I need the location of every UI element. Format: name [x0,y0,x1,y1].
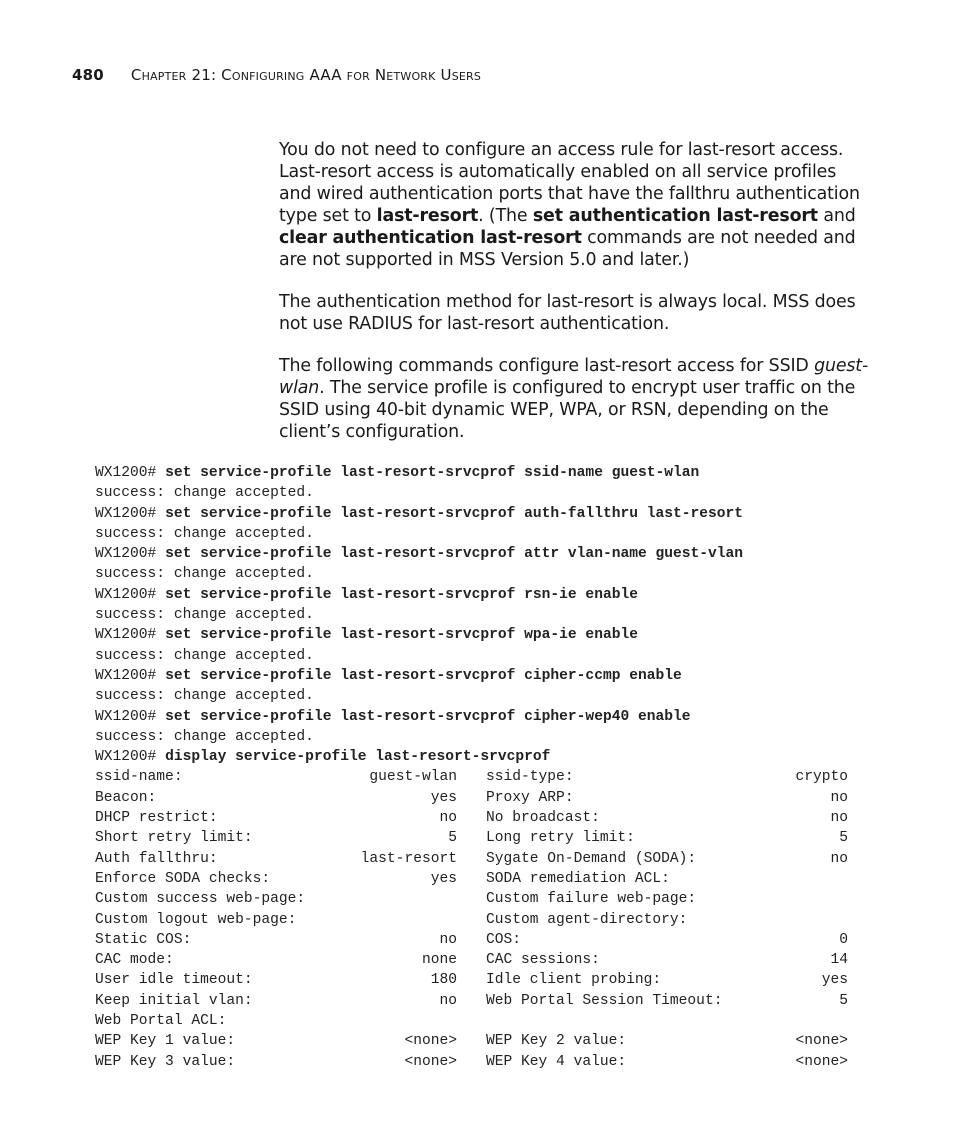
text-run: commands are not needed and are not supported in MSS Version 5.0 and later.) [279,228,856,270]
output-table-row [95,950,848,970]
command-line [95,585,743,605]
command-output: success: change accepted. [95,485,314,502]
command-line [95,666,743,686]
text-run: and [817,206,856,226]
field-value: no [439,931,457,948]
field-value: <none> [404,1033,457,1050]
field-label: WEP Key 3 value: [95,1053,236,1070]
cli-command: set service-profile last-resort-srvcprof ssid-name guest-wlan [165,465,700,481]
output-table-row [95,889,743,909]
command-line [95,625,743,645]
field-label: ssid-type: [486,769,574,786]
command-line [95,504,743,524]
field-value: <none> [404,1053,457,1070]
output-table-row [95,869,743,889]
paragraph-commands-intro [279,355,869,443]
text-run: . (The [478,206,533,226]
field-value: 5 [839,992,848,1009]
cli-prompt: WX1200# [95,505,166,522]
code-block [95,463,848,1072]
output-table-row [95,828,848,848]
field-value: 0 [839,931,848,948]
field-value: no [830,810,848,827]
cli-prompt: WX1200# [95,667,166,684]
command-line [95,463,743,483]
cli-command: display service-profile last-resort-srvcprof [165,749,551,766]
cli-prompt: WX1200# [95,546,166,563]
field-label: Idle client probing: [486,972,662,989]
output-table-row [95,970,848,990]
cli-command: set service-profile last-resort-srvcprof wpa-ie enable [165,627,638,644]
output-table-row [95,788,848,808]
field-label: Auth fallthru: [95,850,218,867]
field-value: crypto [795,769,848,786]
field-label: WEP Key 1 value: [95,1033,236,1050]
field-value: none [421,952,457,969]
field-value: 5 [448,830,457,847]
field-value: <none> [795,1053,848,1070]
paragraph-authentication-method: The authentication method for last-resort is always local. MSS does not use RADIUS for last-resort authentication. [279,292,856,334]
cli-prompt: WX1200# [95,627,166,644]
text-run: You do not need to configure an access rule for last-resort access. Last-resort access is automatically enabled on all service profiles and wired authentication ports that have the fallthru authentication type set to [279,140,860,226]
field-label: CAC mode: [95,952,174,969]
field-value: guest-wlan [369,769,457,786]
field-value: yes [430,870,457,887]
field-label: DHCP restrict: [95,810,218,827]
field-label: Custom failure web-page: [486,891,697,908]
bold-command: clear authentication last-resort [279,228,582,248]
output-table-row [95,930,848,950]
command-output: success: change accepted. [95,688,314,705]
cli-prompt: WX1200# [95,749,166,766]
field-label: ssid-name: [95,769,183,786]
command-output: success: change accepted. [95,607,314,624]
body-text [279,139,869,463]
field-label: Proxy ARP: [486,789,574,806]
cli-prompt: WX1200# [95,465,166,481]
paragraph-last-resort-access [279,139,869,271]
command-output: success: change accepted. [95,728,314,745]
text-run: The following commands configure last-resort access for SSID [279,356,815,376]
field-label: Keep initial vlan: [95,992,253,1009]
bold-command: set authentication last-resort [532,206,818,226]
field-label: COS: [486,931,522,948]
field-label: Sygate On-Demand (SODA): [486,850,697,867]
command-output: success: change accepted. [95,525,314,542]
field-value: no [830,789,848,806]
field-value: 5 [839,830,848,847]
field-label: No broadcast: [486,810,600,827]
command-line [95,747,743,767]
cli-command: set service-profile last-resort-srvcprof cipher-ccmp enable [165,667,682,684]
output-table-row [95,849,848,869]
field-value: 180 [430,972,457,989]
field-label: Long retry limit: [486,830,635,847]
chapter-title: Chapter 21: Configuring AAA for Network Users [130,66,482,84]
text-run: . The service profile is configured to encrypt user traffic on the SSID using 40-bit dynamic WEP, WPA, or RSN, depending on the client’s configuration. [279,378,856,442]
field-value: 14 [830,952,848,969]
field-label: CAC sessions: [486,952,600,969]
output-table-row [95,1011,743,1031]
field-label: Web Portal Session Timeout: [486,992,723,1009]
field-label: Enforce SODA checks: [95,870,271,887]
command-output: success: change accepted. [95,566,314,583]
output-table-row [95,767,848,787]
field-label: User idle timeout: [95,972,253,989]
field-value: last-resort [360,850,457,867]
field-value: no [830,850,848,867]
cli-prompt: WX1200# [95,708,166,725]
field-label: Custom agent-directory: [486,911,688,928]
field-value: no [439,992,457,1009]
field-value: <none> [795,1033,848,1050]
output-table-row [95,991,848,1011]
cli-command: set service-profile last-resort-srvcprof cipher-wep40 enable [165,708,691,725]
field-label: Custom logout web-page: [95,911,297,928]
field-value: no [439,810,457,827]
field-label: Static COS: [95,931,192,948]
command-output: success: change accepted. [95,647,314,664]
cli-prompt: WX1200# [95,586,166,603]
field-label: WEP Key 4 value: [486,1053,627,1070]
command-line [95,544,743,564]
output-table-row [95,910,743,930]
cli-command: set service-profile last-resort-srvcprof rsn-ie enable [165,586,638,603]
field-label: WEP Key 2 value: [486,1033,627,1050]
field-value: yes [821,972,848,989]
output-table-row [95,1052,848,1072]
output-table-row [95,808,848,828]
field-label: Beacon: [95,789,157,806]
field-label: Web Portal ACL: [95,1013,227,1030]
bold-term: last-resort [376,206,479,226]
field-value: yes [430,789,457,806]
page-header [72,66,481,84]
cli-command: set service-profile last-resort-srvcprof attr vlan-name guest-vlan [165,546,744,563]
field-label: Custom success web-page: [95,891,306,908]
cli-command: set service-profile last-resort-srvcprof auth-fallthru last-resort [165,505,744,522]
italic-ssid: guest-wlan [279,356,869,398]
command-line [95,707,743,727]
output-table-row [95,1031,848,1051]
field-label: SODA remediation ACL: [486,870,670,887]
page-number: 480 [72,66,104,84]
field-label: Short retry limit: [95,830,253,847]
